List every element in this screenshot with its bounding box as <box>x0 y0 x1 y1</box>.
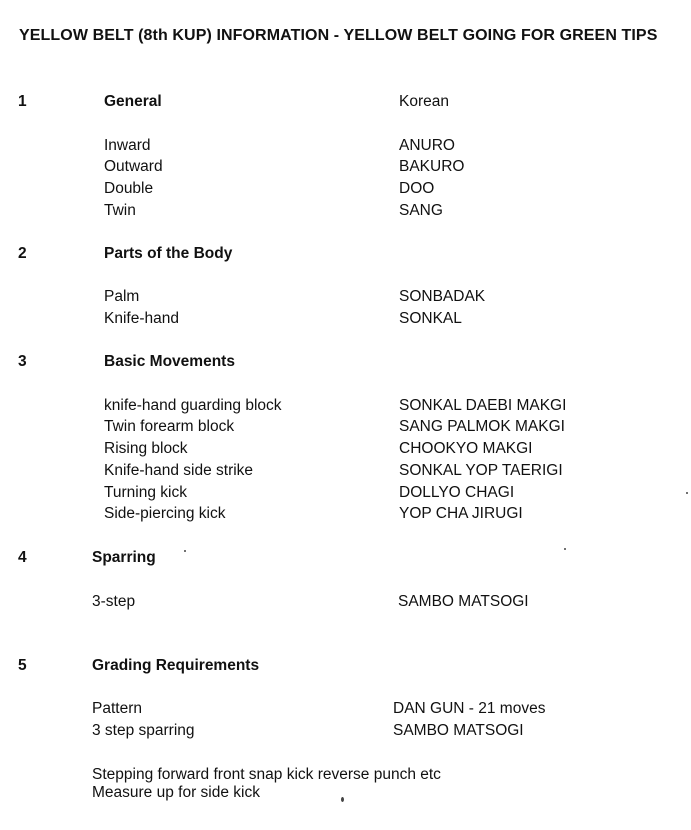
term-korean: SONBADAK <box>399 288 486 305</box>
term-korean: BAKURO <box>399 158 465 175</box>
scan-speck <box>341 797 344 802</box>
term-korean: SAMBO MATSOGI <box>398 593 529 610</box>
term-korean: SAMBO MATSOGI <box>393 722 524 739</box>
scan-speck <box>564 548 566 550</box>
section-heading-sparring: Sparring <box>92 549 156 566</box>
scan-speck <box>686 492 688 494</box>
section-heading-basic-movements: Basic Movements <box>104 353 235 370</box>
term-english: knife-hand guarding block <box>104 397 282 414</box>
term-english: Palm <box>104 288 140 305</box>
term-korean: SANG <box>399 202 443 219</box>
term-korean: SONKAL <box>399 310 462 327</box>
section-heading-parts-of-body: Parts of the Body <box>104 245 233 262</box>
term-english: Knife-hand side strike <box>104 462 254 479</box>
term-korean: YOP CHA JIRUGI <box>399 505 523 522</box>
term-english: Twin forearm block <box>104 418 235 435</box>
term-english: Turning kick <box>104 484 187 501</box>
scan-speck <box>184 550 186 552</box>
term-korean: DAN GUN - 21 moves <box>393 700 546 717</box>
term-korean: SANG PALMOK MAKGI <box>399 418 565 435</box>
section-heading-grading-requirements: Grading Requirements <box>92 657 260 674</box>
term-english: Double <box>104 180 154 197</box>
term-english: 3-step <box>92 593 136 610</box>
term-korean: CHOOKYO MAKGI <box>399 440 533 457</box>
term-korean: SONKAL DAEBI MAKGI <box>399 397 567 414</box>
term-english: Rising block <box>104 440 188 457</box>
grading-note: Measure up for side kick <box>92 784 260 801</box>
page-title: YELLOW BELT (8th KUP) INFORMATION - YELLOW BELT GOING FOR GREEN TIPS <box>19 27 658 44</box>
section-heading-general: General <box>104 93 162 110</box>
term-english: Knife-hand <box>104 310 179 327</box>
term-korean: ANURO <box>399 137 455 154</box>
term-english: Side-piercing kick <box>104 505 226 522</box>
grading-note: Stepping forward front snap kick reverse punch etc <box>92 766 441 783</box>
term-english: Outward <box>104 158 163 175</box>
section-number: 1 <box>18 93 27 110</box>
term-korean: DOLLYO CHAGI <box>399 484 515 501</box>
section-number: 5 <box>18 657 27 674</box>
term-korean: DOO <box>399 180 435 197</box>
section-number: 4 <box>18 549 27 566</box>
section-number: 3 <box>18 353 27 370</box>
section-number: 2 <box>18 245 27 262</box>
term-english: Twin <box>104 202 136 219</box>
term-english: 3 step sparring <box>92 722 195 739</box>
column-heading-korean: Korean <box>399 93 449 110</box>
term-english: Pattern <box>92 700 142 717</box>
term-korean: SONKAL YOP TAERIGI <box>399 462 563 479</box>
term-english: Inward <box>104 137 151 154</box>
